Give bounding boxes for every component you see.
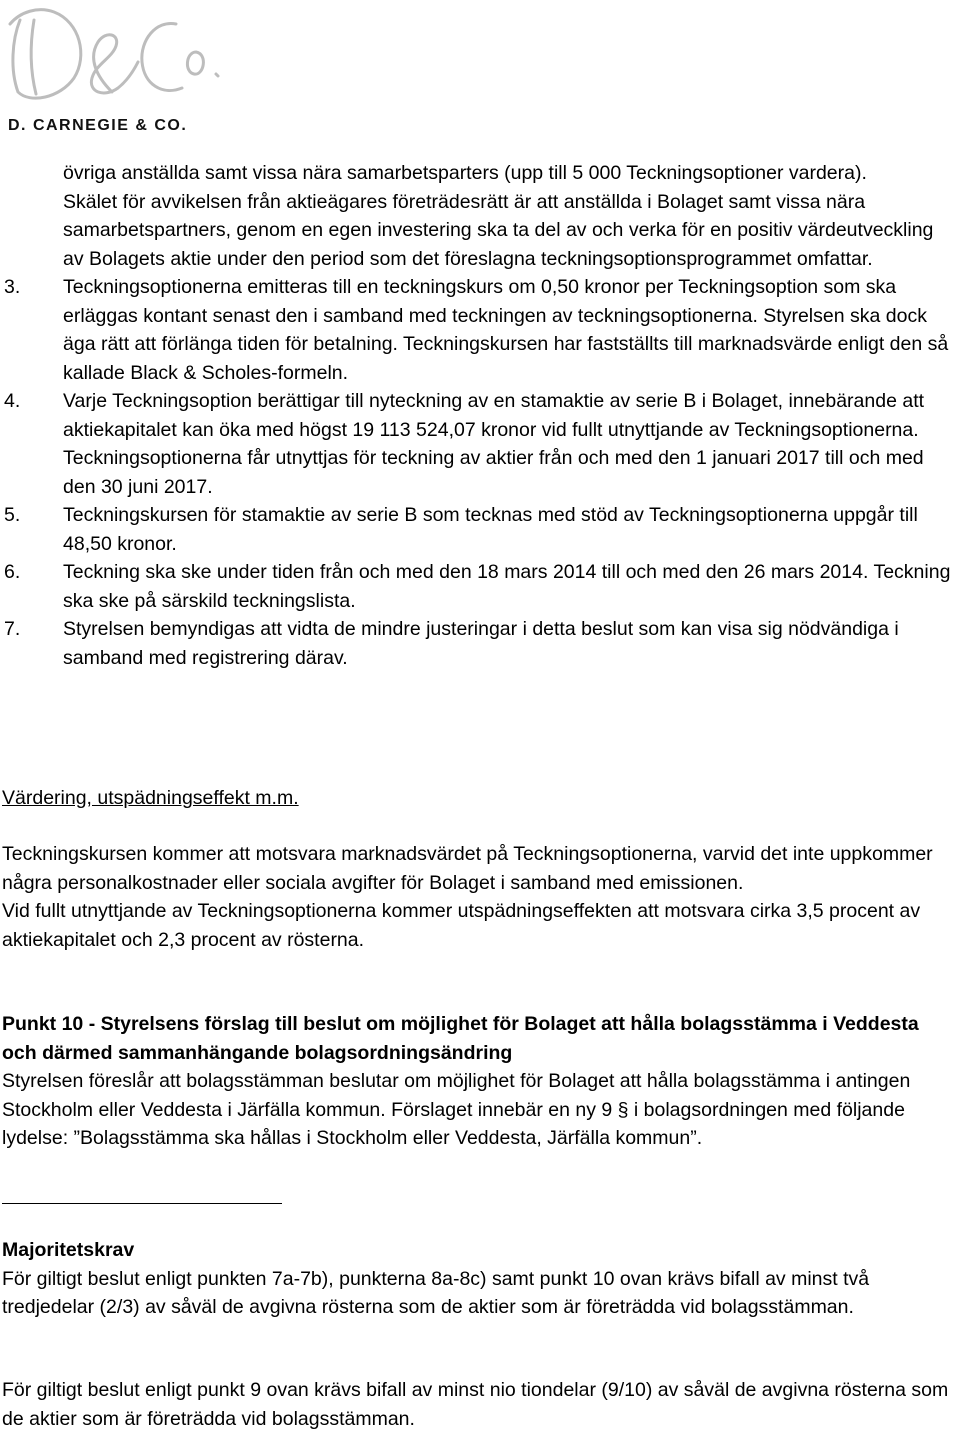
punkt-10-heading: Punkt 10 - Styrelsens förslag till beslut om möjlighet för Bolaget att hålla bolagsstämma i Veddesta och därmed sammanhängande bolagsordningsändring (2, 1013, 919, 1064)
continuation-paragraph-1: övriga anställda samt vissa nära samarbetsparters (upp till 5 000 Teckningsoptioner vardera). (63, 162, 867, 184)
list-item (4, 615, 958, 672)
valuation-section (2, 784, 952, 813)
list-item-text: Teckningskursen för stamaktie av serie B som tecknas med stöd av Teckningsoptionerna uppgår till 48,50 kronor. (63, 504, 918, 555)
punkt-10-section (2, 1010, 952, 1153)
list-item-number: 4. (4, 390, 21, 412)
monogram-text: D&Co. (0, 0, 3, 1)
resolution-content (4, 159, 958, 672)
list-item-number: 6. (4, 561, 21, 583)
list-item (4, 273, 958, 387)
valuation-paragraph-2: Vid fullt utnyttjande av Teckningsoptionerna kommer utspädningseffekten att motsvara cirka 3,5 procent av aktiekapitalet och 2,3 procent av rösterna. (2, 900, 921, 951)
punkt-10-body: Styrelsen föreslår att bolagsstämman beslutar om möjlighet för Bolaget att hålla bolagsstämma i antingen Stockholm eller Veddesta i Järfälla kommun. Förslaget innebär en ny 9 § i bolagsordningen med följande lydelse: ”Bolagsstämma ska hållas i Stockholm eller Veddesta, Järfälla kommun”. (2, 1070, 911, 1149)
list-item-number: 7. (4, 618, 21, 640)
valuation-paragraph-1: Teckningskursen kommer att motsvara marknadsvärdet på Teckningsoptionerna, varvid det inte uppkommer några personalkostnader eller sociala avgifter för Bolaget i samband med emissionen. (2, 843, 933, 894)
valuation-body (2, 840, 952, 954)
monogram-logo-icon (0, 0, 240, 116)
list-item (4, 387, 958, 501)
majority-paragraph-2: För giltigt beslut enligt punkt 9 ovan krävs bifall av minst nio tiondelar (9/10) av såväl de avgivna rösterna som de aktier som är företrädda vid bolagsstämman. (2, 1379, 949, 1430)
valuation-heading: Värdering, utspädningseffekt m.m. (2, 787, 299, 809)
list-item-text: Styrelsen bemyndigas att vidta de mindre justeringar i detta beslut som kan visa sig nödvändiga i samband med registrering därav. (63, 618, 899, 669)
list-item (4, 501, 958, 558)
majority-paragraph-1: För giltigt beslut enligt punkten 7a-7b), punkterna 8a-8c) samt punkt 10 ovan krävs bifall av minst två tredjedelar (2/3) av såväl de avgivna rösterna som de aktier som är företrädda vid bolagsstämman. (2, 1267, 870, 1318)
list-item-text: Teckning ska ske under tiden från och med den 18 mars 2014 till och med den 26 mars 2014. Teckning ska ske på särskild teckningslista. (63, 561, 951, 612)
list-item (4, 558, 958, 615)
list-item-text: Teckningsoptionerna emitteras till en teckningskurs om 0,50 kronor per Teckningsoption som ska erläggas kontant senast den i samband med teckningen av teckningsoptionerna. Styrelsen ska dock äga rätt att förlänga tiden för betalning. Teckningskursen har fastställts till marknadsvärde enligt den så kallade Black & Scholes-formeln. (63, 276, 949, 384)
list-item-text: Varje Teckningsoption berättigar till nyteckning av en stamaktie av serie B i Bolaget, innebärande att aktiekapitalet kan öka med högst 19 113 524,07 kronor vid fullt utnyttjande av Teckningsoptionerna. Teckningsoptionerna får utnyttjas för teckning av aktier från och med den 1 januari 2017 till och med den 30 juni 2017. (63, 390, 925, 498)
resolution-list (4, 273, 958, 672)
separator-line (2, 1203, 282, 1204)
majority-heading: Majoritetskrav (2, 1239, 135, 1261)
majority-section (2, 1236, 952, 1322)
list-item-number: 5. (4, 504, 21, 526)
company-name: D. CARNEGIE & CO. (8, 117, 188, 134)
list-item-number: 3. (4, 276, 21, 298)
majority-section-2 (2, 1376, 952, 1433)
company-logo (0, 0, 240, 140)
continuation-paragraph-2: Skälet för avvikelsen från aktieägares företrädesrätt är att anställda i Bolaget samt vissa nära samarbetspartners, genom en egen investering ska ta del av och verka för en positiv värdeutveckling av Bolagets aktie under den period som det föreslagna teckningsoptionsprogrammet omfattar. (63, 190, 934, 270)
